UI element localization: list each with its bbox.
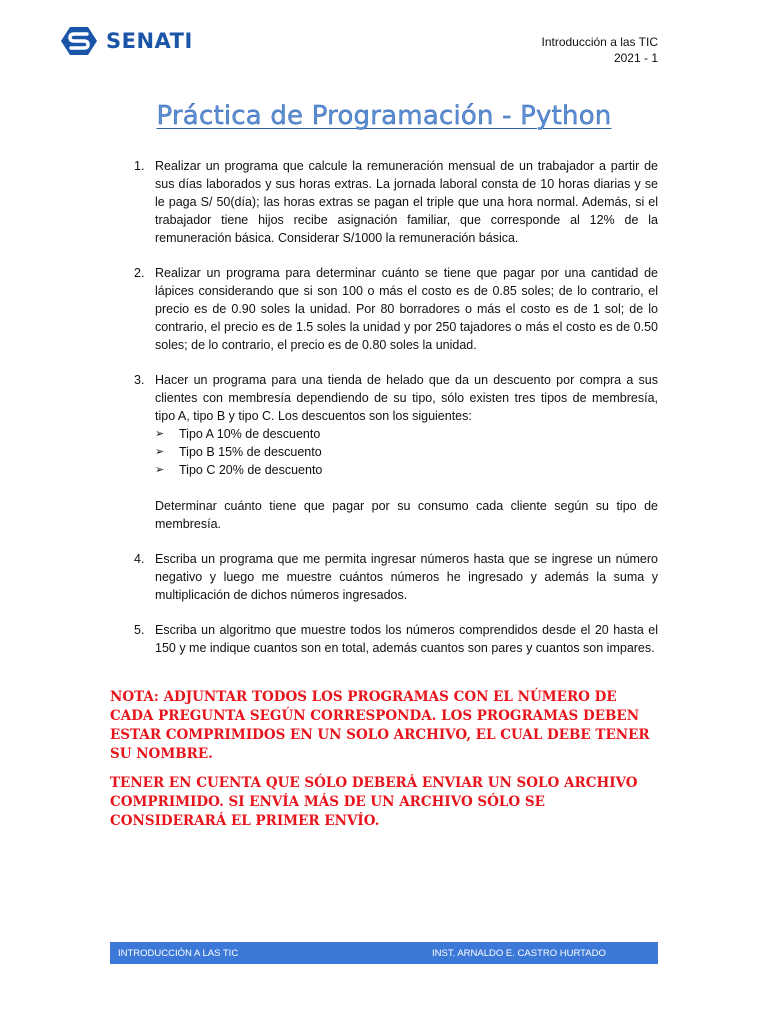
note-paragraph-1: NOTA: ADJUNTAR TODOS LOS PROGRAMAS CON EL NÚMERO DE CADA PREGUNTA SEGÚN CORRESPONDA. LOS PROGRAMAS DEBEN ESTAR COMPRIMIDOS EN UN SOLO ARCHIVO, EL CUAL DEBE TENER SU NOMBRE. <box>110 689 650 762</box>
question-text: Escriba un algoritmo que muestre todos los números comprendidos desde el 20 hasta el 150 y me indique cuantos son en total, además cuantos son pares y cuantos son impares. <box>155 623 658 655</box>
question-5 <box>110 621 658 657</box>
senati-logo <box>60 26 193 56</box>
footer-bar <box>110 942 658 964</box>
question-1 <box>110 157 658 247</box>
question-list <box>110 157 658 674</box>
question-extra-text: Determinar cuánto tiene que pagar por su consumo cada cliente según su tipo de membresía. <box>155 499 658 531</box>
question-number: 5. <box>134 623 145 637</box>
question-2 <box>110 264 658 354</box>
arrow-bullet-icon: ➢ <box>155 464 165 476</box>
footer-course: INTRODUCCIÓN A LAS TIC <box>118 947 239 959</box>
note-paragraph-2: TENER EN CUENTA QUE SÓLO DEBERÁ ENVIAR UN SOLO ARCHIVO COMPRIMIDO. SI ENVÍA MÁS DE UN ARCHIVO SÓLO SE CONSIDERARÁ EL PRIMER ENVÍO. <box>110 775 638 829</box>
arrow-bullet-icon: ➢ <box>155 446 165 458</box>
discount-text: Tipo B 15% de descuento <box>179 445 322 459</box>
page-title: Práctica de Programación - Python <box>156 101 612 132</box>
discount-item <box>155 443 658 461</box>
footer-instructor: INST. ARNALDO E. CASTRO HURTADO <box>432 947 606 959</box>
note-block <box>110 688 660 841</box>
period: 2021 - 1 <box>613 51 658 65</box>
discount-text: Tipo A 10% de descuento <box>179 427 321 441</box>
brand-name: SENATI <box>106 29 193 53</box>
question-4 <box>110 550 658 604</box>
question-text: Escriba un programa que me permita ingresar números hasta que se ingrese un número negativo y luego me muestre cuántos números he ingresado y además la suma y multiplicación de dichos números ingresados. <box>155 552 658 602</box>
question-text: Realizar un programa que calcule la remuneración mensual de un trabajador a partir de sus días laborados y sus horas extras. La jornada laboral consta de 10 horas diarias y se le paga S/ 50(día); las horas extras se pagan el triple que una hora normal. Además, si el trabajador tiene hijos recibe asignación familiar, que corresponde al 12% de la remuneración básica. Considerar S/1000 la remuneración básica. <box>155 159 658 245</box>
discount-list <box>155 425 658 479</box>
discount-item <box>155 461 658 479</box>
discount-item <box>155 425 658 443</box>
course-name: Introducción a las TIC <box>541 35 658 49</box>
question-text: Hacer un programa para una tienda de helado que da un descuento por compra a sus clientes con membresía dependiendo de su tipo, sólo existen tres tipos de membresía, tipo A, tipo B y tipo C. Los descuentos son los siguientes: <box>155 373 658 423</box>
header-info <box>541 34 658 66</box>
arrow-bullet-icon: ➢ <box>155 428 165 440</box>
question-number: 2. <box>134 266 145 280</box>
question-number: 3. <box>134 373 145 387</box>
discount-text: Tipo C 20% de descuento <box>179 463 323 477</box>
question-number: 1. <box>134 159 145 173</box>
question-3 <box>110 371 658 533</box>
question-text: Realizar un programa para determinar cuánto se tiene que pagar por una cantidad de lápices considerando que si son 100 o más el costo es de 0.85 soles; de lo contrario, el precio es de 0.90 soles la unidad. Por 80 borradores o más el costo es de 1 sol; de lo contrario, el precio es de 1.5 soles la unidad y por 250 tajadores o más el costo es de 0.50 soles; de lo contrario, el precio es de 0.80 soles la unidad. <box>155 266 658 352</box>
senati-emblem-icon <box>60 26 98 56</box>
question-number: 4. <box>134 552 145 566</box>
